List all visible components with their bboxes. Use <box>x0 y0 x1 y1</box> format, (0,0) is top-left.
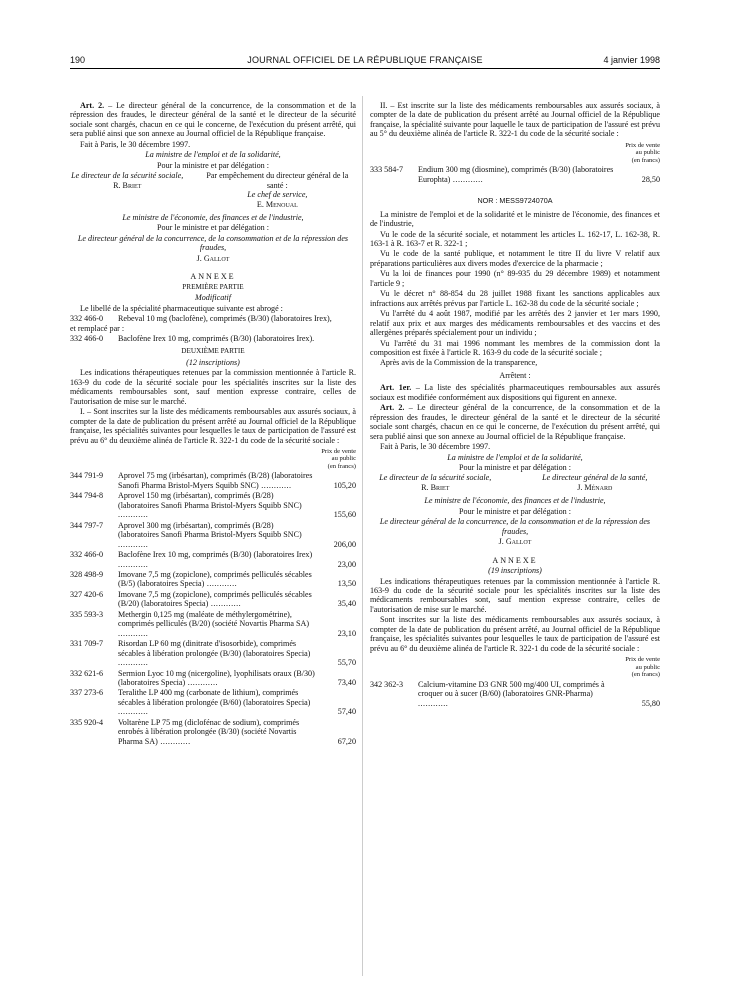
cip-code: 344 791-9 <box>70 471 104 481</box>
page-number: 190 <box>70 55 86 65</box>
part-heading: DEUXIÈME PARTIE <box>181 347 245 356</box>
price: 55,70 <box>337 658 356 668</box>
price: 35,40 <box>337 599 356 609</box>
medication-row <box>70 471 356 490</box>
delegation: Pour la ministre et par délégation : <box>157 160 269 170</box>
price-header: Prix de vente au public (en francs) <box>625 141 660 164</box>
medication-description: Aprovel 75 mg (irbésartan), comprimés (B/28) (laboratoires Sanofi Pharma Bristol-Myers Squibb SNC) ..... <box>114 471 316 490</box>
medication-row <box>70 718 356 746</box>
signature-row <box>70 171 356 209</box>
cip-code: 337 273-6 <box>70 688 104 698</box>
paragraph: I. – Sont inscrites sur la liste des médicaments remboursables aux assurés sociaux, à compter de la date de publication du présent arrêté au Journal officiel de la République française, les spécialités suivantes pour lesquelles le taux de participation de l'assuré est prévu au 6° du deuxième alinéa de l'article R. 322-1 du code de la sécurité sociale : <box>70 407 356 445</box>
medication-list <box>70 471 356 746</box>
medication-description: Imovane 7,5 mg (zopiclone), comprimés pelliculés sécables (B/5) (laboratoires Specia) ..... <box>114 570 316 589</box>
price: 67,20 <box>337 736 356 746</box>
article-2-right: Art. 2. – Le directeur général de la concurrence, de la consommation et de la répression des fraudes, le directeur général de la santé et le directeur de la sécurité sociale sont chargés, chacun en ce qui le concerne, de l'exécution du présent arrêté, qui sera publié ainsi que son annexe au Journal officiel de la République française. <box>370 403 660 441</box>
price: 57,40 <box>337 707 356 717</box>
medication-description: Aprovel 150 mg (irbésartan), comprimés (B/28) (laboratoires Sanofi Pharma Bristol-Myers Squibb SNC) ..... <box>114 491 316 519</box>
paragraph: et remplacé par : <box>70 323 125 333</box>
visa-paragraph: Vu la loi de finances pour 1990 (n° 89-935 du 29 décembre 1989) et notamment l'article 9 ; <box>370 269 660 288</box>
right-column <box>370 101 660 708</box>
delegation: Pour la ministre et par délégation : <box>459 463 571 472</box>
price-header: Prix de vente au public (en francs) <box>625 656 660 679</box>
annexe-heading: ANNEXE <box>190 272 236 282</box>
signatory-name: R. Briet <box>113 180 142 190</box>
paragraph: La ministre de l'emploi et de la solidarité et le ministre de l'économie, des finances et de l'industrie, <box>370 209 660 229</box>
visa-paragraph: Vu le code de la sécurité sociale, et notamment les articles L. 162-17, L. 162-38, R. 163-1 à R. 163-7 et R. 322-1 ; <box>370 229 660 249</box>
cip-code: 331 709-7 <box>70 639 104 649</box>
price: 206,00 <box>333 539 356 549</box>
issue-date: 4 janvier 1998 <box>603 55 660 65</box>
medication-row <box>70 610 356 638</box>
subheading: Modificatif <box>195 293 231 303</box>
signatory-subtitle: Le chef de service, <box>247 190 308 200</box>
price: 105,20 <box>333 480 356 490</box>
medication-description: Teralithe LP 400 mg (carbonate de lithium), comprimés sécables à libération prolongée (B/60) (laboratoires Specia) ..... <box>114 688 316 716</box>
subheading: (19 inscriptions) <box>488 566 542 576</box>
annexe-heading: ANNEXE <box>492 555 538 565</box>
signatory-title: Le directeur de la sécurité sociale, <box>379 473 492 483</box>
medication-description: Imovane 7,5 mg (zopiclone), comprimés pelliculés sécables (B/20) (laboratoires Specia) ..... <box>114 590 316 609</box>
paragraph: II. – Est inscrite sur la liste des médicaments remboursables aux assurés sociaux, à compter de la date de publication du présent arrêté au Journal officiel de la République française, la spécialité suivante pour laquelle le taux de participation de l'assuré est prévu au 5° du deuxième alinéa de l'article R. 322-1 du code de la sécurité sociale : <box>370 101 660 139</box>
medication-description: Methergin 0,125 mg (maléate de méthylergométrine), comprimés pelliculés (B/20) (société Novartis Pharma SA) ..... <box>114 610 316 638</box>
delegation: Pour le ministre et par délégation : <box>459 506 571 516</box>
paragraph: Les indications thérapeutiques retenues par la commission mentionnée à l'article R. 163-9 du code de la sécurité sociale pour les spécialités inscrites sur la liste des médicaments remboursables sont, sauf mention expresse contraire, celles de l'autorisation de mise sur le marché. <box>70 368 356 406</box>
visa-paragraph: Vu l'arrêté du 4 août 1987, modifié par les arrêtés des 2 janvier et 1er mars 1990, relatif aux prix et aux marges des médicaments remboursables et des vaccins et des allergènes préparés spécialement pour un individu ; <box>370 309 660 338</box>
signatory-name: J. Ménard <box>577 482 613 492</box>
directeur-concurrence: Le directeur général de la concurrence, de la consommation et de la répression des fraudes, <box>379 517 651 536</box>
subheading: (12 inscriptions) <box>186 357 240 367</box>
page-header <box>70 55 660 67</box>
ministre-economie: Le ministre de l'économie, des finances et de l'industrie, <box>122 212 304 222</box>
medication-row <box>70 521 356 549</box>
signatory-name: E. Menoual <box>256 199 298 209</box>
part-heading: PREMIÈRE PARTIE <box>182 282 244 291</box>
paragraph: Sont inscrites sur la liste des médicaments remboursables aux assurés sociaux, à compter de la date de publication du présent arrêté, au Journal officiel de la République française, les spécialités suivantes pour lesquelles le taux de participation de l'assuré est prévu au 6° du deuxième alinéa de l'article R. 322-1 du code de la sécurité sociale : <box>370 615 660 653</box>
delegation: Pour le ministre et par délégation : <box>157 223 269 233</box>
signatory-name: R. Briet <box>421 482 450 492</box>
visa-paragraph: Vu l'arrêté du 31 mai 1996 nommant les membres de la commission dont la composition est fixée à l'article R. 163-9 du code de la sécurité sociale ; <box>370 338 660 358</box>
medication-row <box>70 688 356 716</box>
column-divider <box>362 96 363 976</box>
medication-row <box>70 570 356 589</box>
cip-code: 335 920-4 <box>70 717 104 727</box>
directeur-concurrence: Le directeur général de la concurrence, de la consommation et de la répression des fraudes, <box>77 233 349 253</box>
cip-code: 344 794-8 <box>70 491 104 501</box>
visa-list <box>370 230 660 368</box>
medication-description: Risordan LP 60 mg (dinitrate d'isosorbide), comprimés sécables à libération prolongée (B/30) (laboratoires Specia) ..... <box>114 639 316 667</box>
price: 23,00 <box>337 559 356 569</box>
fait-a-paris: Fait à Paris, le 30 décembre 1997. <box>380 442 491 452</box>
signatory-title: Le directeur de la sécurité sociale, <box>71 171 184 181</box>
header-rule <box>70 68 660 69</box>
nor-reference: NOR : MESS9724070A <box>477 196 553 206</box>
list-item: 333 584-7 Endium 300 mg (diosmine), comprimés (B/30) (laboratoires Europhta) ..... 28,50 <box>370 165 660 184</box>
ministre-title: La ministre de l'emploi et de la solidarité, <box>447 452 583 462</box>
medication-description: Sermion Lyoc 10 mg (nicergoline), lyophilisats oraux (B/30) (laboratoires Specia) ..... <box>114 669 316 688</box>
signatory-name: J. Gallot <box>196 253 230 263</box>
list-item: 332 466-0 Baclofène Irex 10 mg, comprimés (B/30) (laboratoires Irex). <box>70 333 315 343</box>
article-2-left: Art. 2. – Le directeur général de la concurrence, de la consommation et de la répression des fraudes, le directeur général de la santé et le directeur de la sécurité sociale sont chargés, chacun en ce qui le concerne, de l'exécution du présent arrêté, qui sera publié ainsi que son annexe au Journal officiel de la République française. <box>70 101 356 139</box>
price-header: Prix de vente au public (en francs) <box>321 447 356 470</box>
journal-title: JOURNAL OFFICIEL DE LA RÉPUBLIQUE FRANÇAISE <box>247 55 483 65</box>
article-1: Art. 1er. – La liste des spécialités pharmaceutiques remboursables aux assurés sociaux est modifiée conformément aux dispositions qui figurent en annexe. <box>370 383 660 402</box>
cip-code: 332 621-6 <box>70 668 104 678</box>
medication-row <box>70 669 356 688</box>
visa-paragraph: Vu le décret n° 88-854 du 28 juillet 1988 fixant les sanctions applicables aux infractions aux arrêtés prévus par l'article L. 162-38 du code de la sécurité sociale ; <box>370 289 660 308</box>
signatory-title: Le directeur général de la santé, <box>542 473 648 483</box>
medication-row <box>70 550 356 569</box>
medication-row <box>70 590 356 609</box>
paragraph: Le libellé de la spécialité pharmaceutique suivante est abrogé : <box>80 303 283 313</box>
price: 23,10 <box>337 628 356 638</box>
list-item: 332 466-0 Rebeval 10 mg (baclofène), comprimés (B/30) (laboratoires Irex), <box>70 314 332 324</box>
medication-row <box>70 639 356 667</box>
price: 155,60 <box>333 510 356 520</box>
list-item: 342 362-3 Calcium-vitamine D3 GNR 500 mg/400 UI, comprimés à croquer ou à sucer (B/60) (laboratoires GNR-Pharma) ..... 55,80 <box>370 680 660 708</box>
medication-row <box>70 491 356 519</box>
paragraph: Les indications thérapeutiques retenues par la commission mentionnée à l'article R. 163-9 du code de la sécurité sociale pour les spécialités inscrites sur la liste des médicaments remboursables sont, sauf mention expresse contraire, celles de l'autorisation de mise sur le marché. <box>370 576 660 614</box>
signatory-name: J. Gallot <box>498 537 532 547</box>
cip-code: 335 593-3 <box>70 609 104 619</box>
ministre-title: La ministre de l'emploi et de la solidarité, <box>145 150 281 160</box>
medication-description: Aprovel 300 mg (irbésartan), comprimés (B/28) (laboratoires Sanofi Pharma Bristol-Myers Squibb SNC) ..... <box>114 521 316 549</box>
left-column <box>70 101 356 746</box>
visa-paragraph: Vu le code de la santé publique, et notamment le titre II du livre V relatif aux préparations particulières aux divers modes d'exercice de la pharmacie ; <box>370 249 660 268</box>
cip-code: 332 466-0 <box>70 550 104 560</box>
medication-description: Voltarène LP 75 mg (diclofénac de sodium), comprimés enrobés à libération prolongée (B/30) (société Novartis Pharma SA) ..... <box>114 718 316 746</box>
signature-row <box>370 473 660 492</box>
medication-description: Baclofène Irex 10 mg, comprimés (B/30) (laboratoires Irex) ..... <box>114 550 316 569</box>
arretent: Arrêtent : <box>499 370 531 380</box>
cip-code: 327 420-6 <box>70 589 104 599</box>
cip-code: 328 498-9 <box>70 569 104 579</box>
price: 73,40 <box>337 677 356 687</box>
price: 13,50 <box>337 579 356 589</box>
fait-a-paris: Fait à Paris, le 30 décembre 1997. <box>80 139 191 149</box>
ministre-economie: Le ministre de l'économie, des finances et de l'industrie, <box>424 496 606 506</box>
signatory-title: Par empêchement du directeur général de la santé : <box>206 171 349 190</box>
visa-paragraph: Après avis de la Commission de la transparence, <box>380 358 538 368</box>
cip-code: 344 797-7 <box>70 520 104 530</box>
